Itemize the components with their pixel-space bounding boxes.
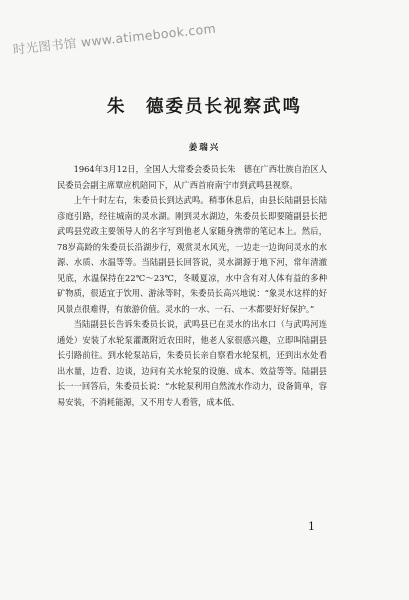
paragraph: 1964年3月12日，全国人大常委会委员长朱 德在广西壮族自治区人民委员会副主席覃应机陪同下，从广西首府南宁市到武鸣县视察。 — [57, 164, 327, 190]
article-author: 姜瑞兴 — [188, 143, 221, 153]
paragraph: 当陆副县长告诉朱委员长说，武鸣县已在灵水的出水口（与武鸣河连通处）安装了水轮泵灌溉附近农田时，他老人家很感兴趣，立即叫陆副县长引路前往。到水轮泵站后，朱委员长亲自察看水轮泵机，还到出水处看出水量，边看、边谈，边问有关水轮泵的设施、成本、效益等等。陆副县长一一回答后，朱委员长说：“水轮泵利用自然流水作动力，设备简单，容易安装，不消耗能源，又不用专人看管，成本低、 — [57, 319, 327, 407]
article-title: 朱 德委员长视察武鸣 — [107, 97, 302, 117]
page-number: 1 — [308, 520, 315, 533]
paragraph: 上午十时左右，朱委员长到达武鸣。稍事休息后，由县长陆副县长陆彦庭引路，经往城南的灵水湖。刚到灵水湖边，朱委员长即要随副县长把武鸣县党政主要领导人的名字写到他老人家随身携带的笔记本上。然后，78岁高龄的朱委员长沿湖步行，观赏灵水风光，一边走一边询问灵水的水源、水质、水温等等。当陆副县长回答说，灵水湖源于地下河，常年清澈见底，水温保持在22℃～23℃，冬暖夏凉，水中含有对人体有益的多种矿物质，很适宜于饮用、游泳等时，朱委员长高兴地说：“象灵水这样的好风景点很难得，有旅游价值。灵水的一水、一石、一木都要好好保护。” — [57, 195, 327, 314]
article-body — [57, 162, 327, 410]
watermark: 时光图书馆 www.atimebook.com — [12, 20, 217, 57]
